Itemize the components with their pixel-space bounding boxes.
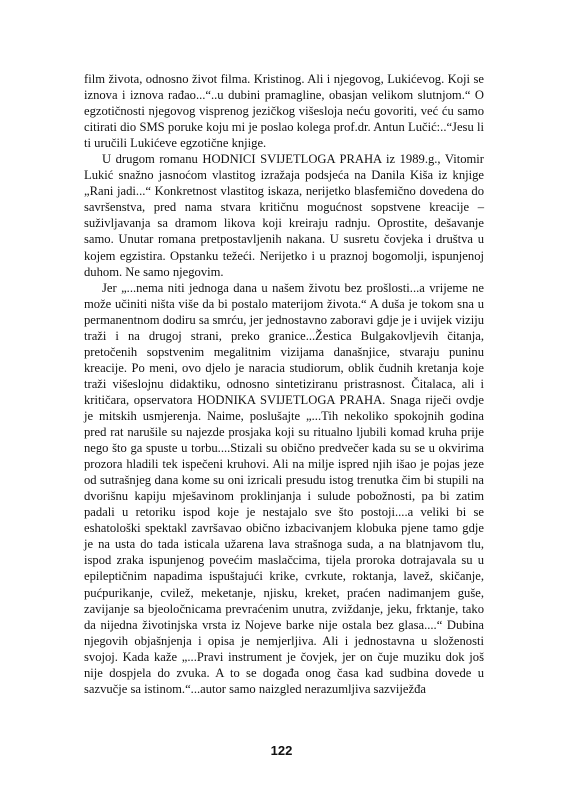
body-text	[84, 71, 484, 697]
paragraph-1: film života, odnosno život filma. Kristinog. Ali i njegovog, Lukićevog. Koji se iznova i iznova rađao...“..u dubini pramagline, obasjan velikom slutnjom.“ O egzotičnosti njegovog visprenog jezičkog višesloja neću govoriti, već ću samo citirati dio SMS poruke koju mi je poslao kolega prof.dr. Antun Lučić:..“Jesu li ti uručili Lukićeve egzotične knjige.	[84, 72, 484, 151]
page-number: 122	[270, 743, 293, 758]
paragraph-2: U drugom romanu HODNICI SVIJETLOGA PRAHA iz 1989.g., Vitomir Lukić snažno jasnoćom vlastitog izražaja podsjeća na Danila Kiša iz knjige „Rani jadi...“ Konkretnost vlastitog iskaza, nerijetko blasfemično dovedena do savršenstva, pred nama stvara kritičnu mogućnost sopstvene kreacije – suživljavanja sa dramom likova koji kreiraju radnju. Oprostite, dešavanje samo. Unutar romana pretpostavljenih nakana. U susretu čovjeka i društva u kojem egzistira. Opstanku težeći. Nerijetko i u praznoj bogomolji, ispunjenoj duhom. Ne samo njegovim.	[84, 152, 484, 279]
paragraph-3: Jer „...nema niti jednoga dana u našem životu bez prošlosti...a vrijeme ne može učiniti ništa više da bi postalo materijom života.“ A duša je tokom sna u permanentnom dodiru sa smrću, jer jednostavno zaboravi gdje je i uvijek viziju traži i na drugoj strani, preko granice...Žestica Bulgakovljevih čitanja, pretočenih sopstvenim megalitnim vizijama današnjice, stvaraju puninu kreacije. Po meni, ovo djelo je naracia studiorum, oblik čudnih kretanja koje traži višeslojnu didaktiku, odnosno sintetiziranu pristrasnost. Čitalaca, ali i kritičara, opservatora HODNIKA SVIJETLOGA PRAHA. Snaga riječi ovdje je mitskih usmjerenja. Naime, poslušajte „...Tih nekoliko spokojnih godina pred rat narušile su najezde prosjaka koji su ritualno ljubili komad kruha prije nego što ga spuste u torbu....Stizali su obično predvečer kada su se u okvirima prozora hladili tek ispečeni kruhovi. Ali na milje ispred njih išao je pojas jeze od sutrašnjeg dana kome su oni izricali presudu istog trenutka čim bi stupili na dvorišnu kapiju mješavinom proklinjanja i sulude pobožnosti, pa bi zatim padali u retoriku ispod koje je nestajalo sve što postoji....a veliki bi se eshatološki spektakl završavao obično izbacivanjem klobuka pjene tamo gdje je na usta do tada isticala užarena lava strašnoga suda, a na blatnjavom tlu, ispod zraka ispunjenog povećim maslačcima, tijela proroka dotrajavala su u epileptičnim napadima ispuštajući krike, cvrkute, roktanja, lavež, skičanje, pućpurikanje, cvilež, meketanje, njisku, kreket, praćen nadimanjem guše, zavijanje sa bjeoločnicama prevraćenim unutra, zviždanje, jeku, frktanje, tako da nijedna životinjska vrsta iz Nojeve barke nije ostala bez glasa....“ Dubina njegovih objašnjenja i opisa je nemjerljiva. Ali i jednostavna u složenosti svojoj. Kada kaže „...Pravi instrument je čovjek, jer on čuje muziku dok još nije dospjela do zvuka. A to se događa onog časa kad sudbina dovede u sazvučje sa istinom.“...autor samo naizgled nerazumljiva sazviježđa	[84, 280, 484, 696]
